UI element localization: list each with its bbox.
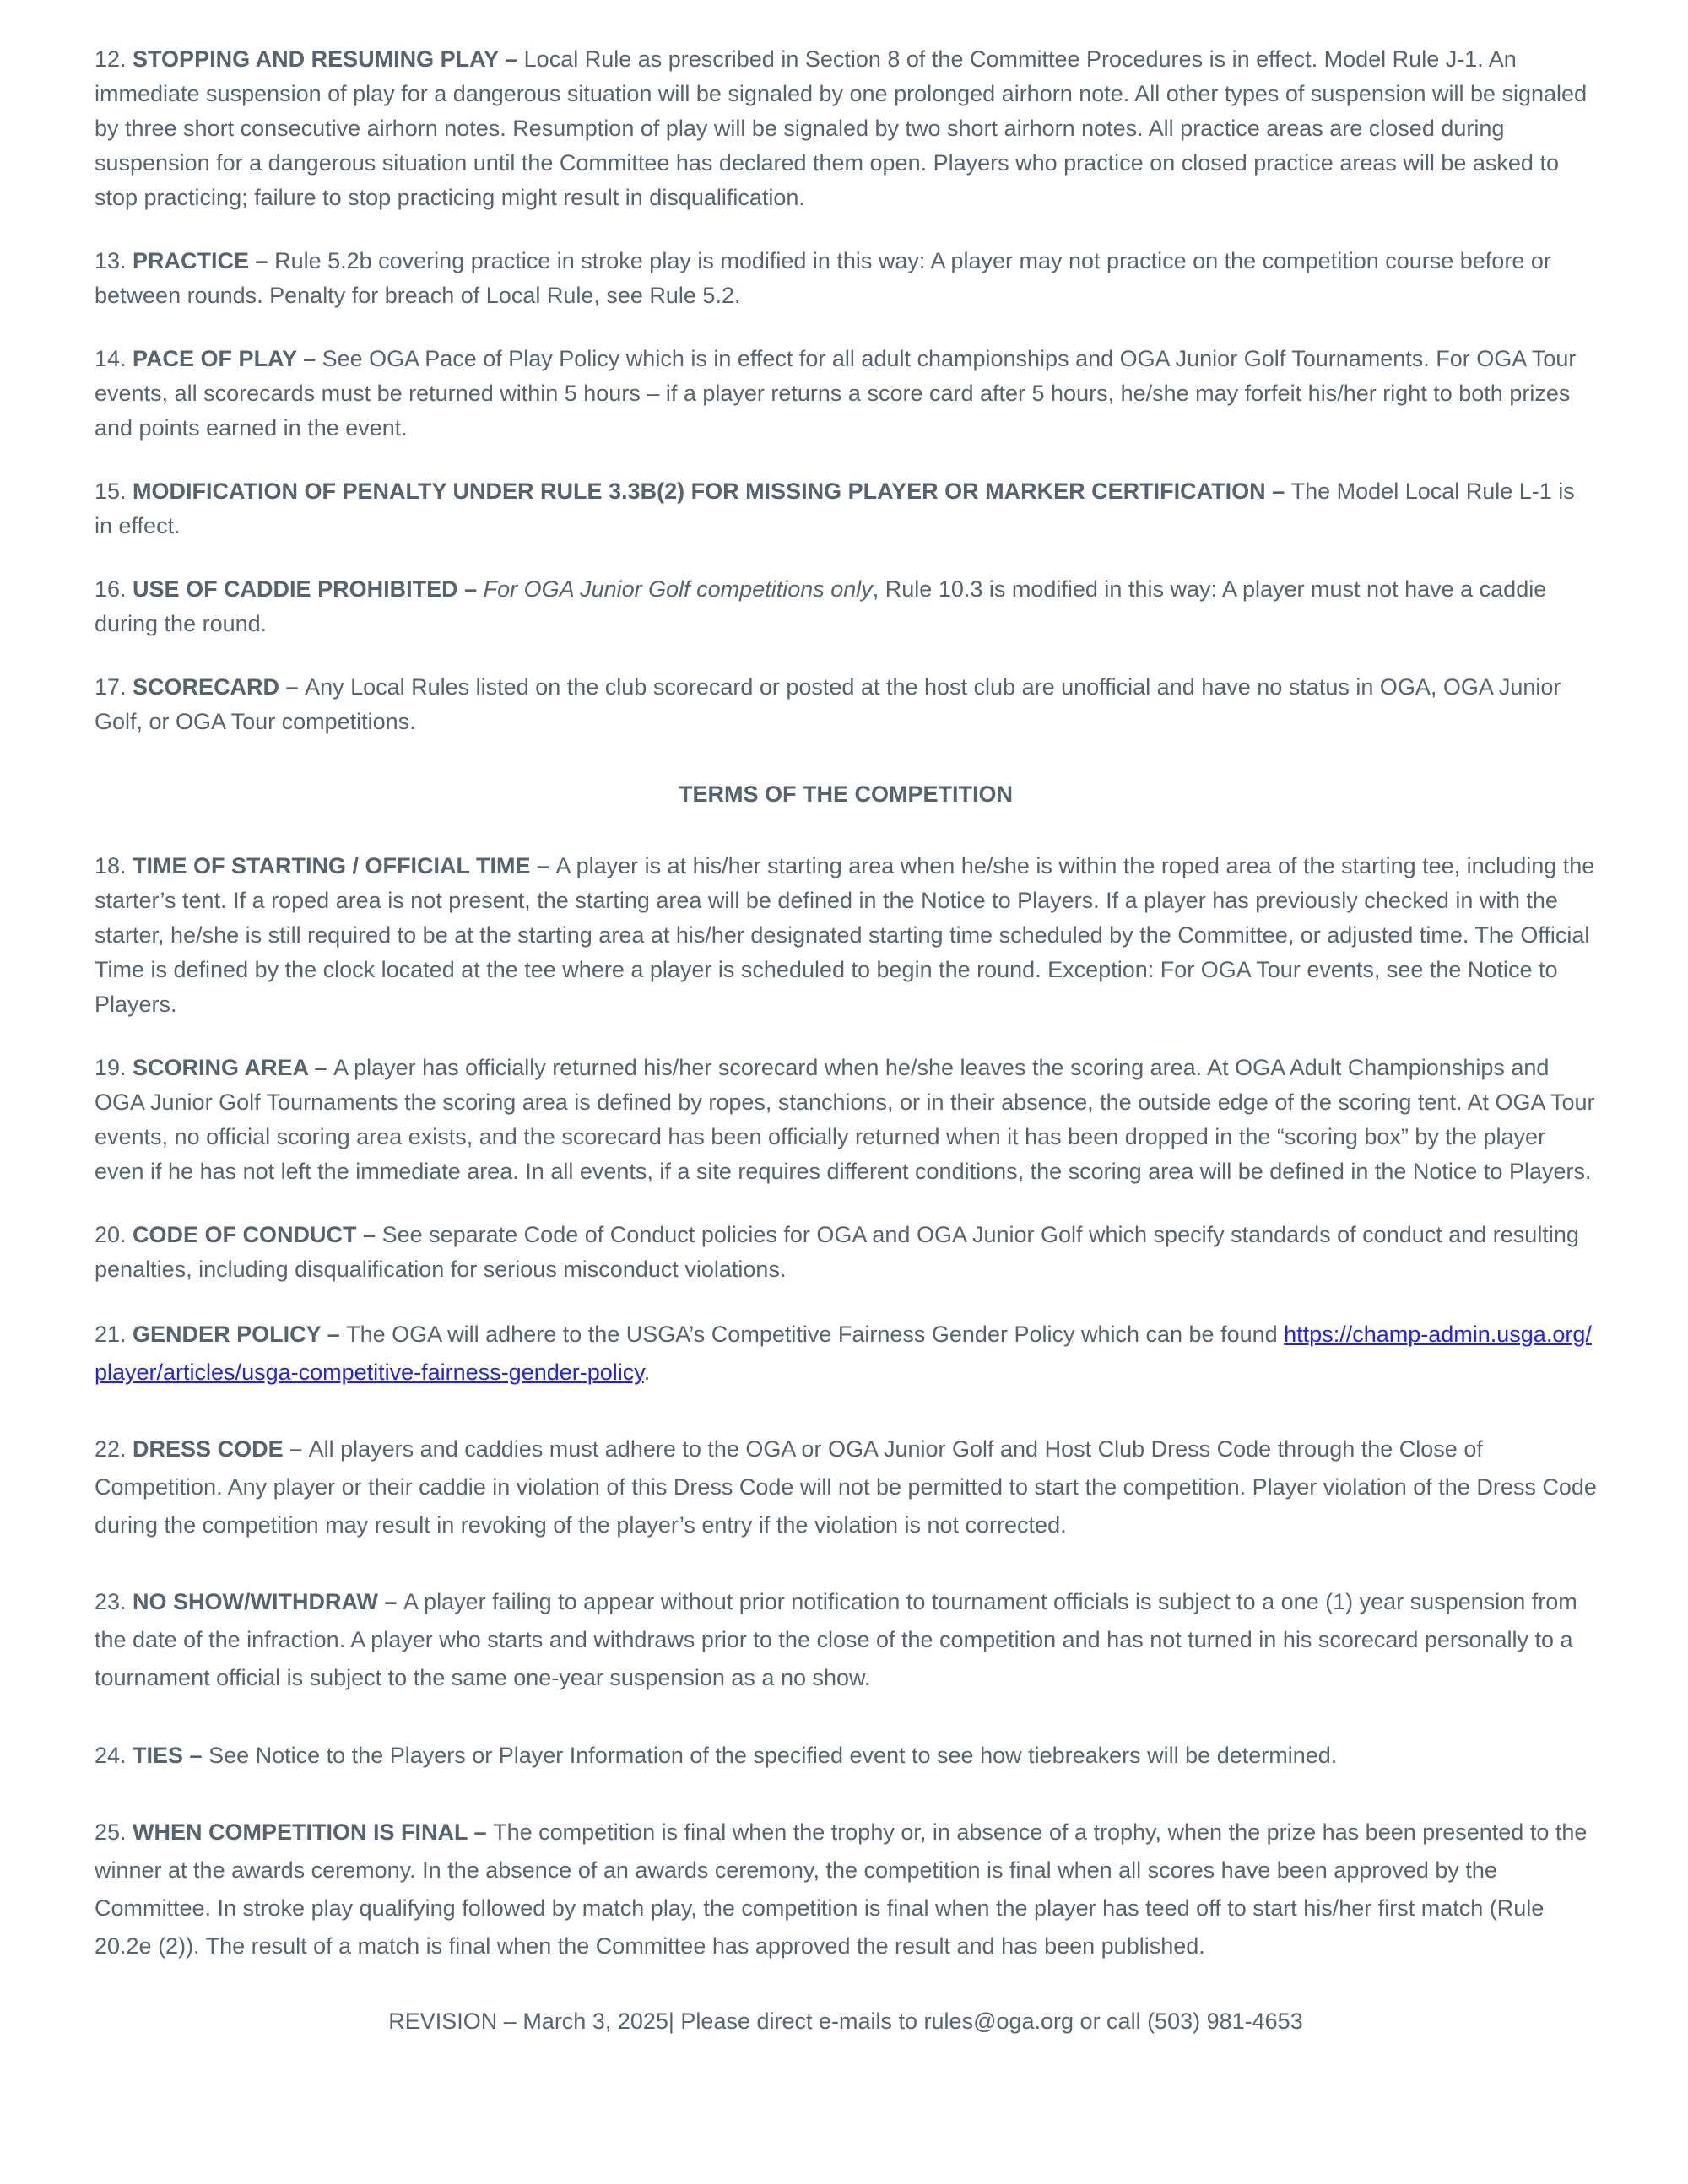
text-run: , Rule 10.3 is modified in this way: A player must not have a caddie during the round. (95, 576, 1547, 637)
rule-number: 23. (95, 1589, 133, 1615)
rule-number: 21. (95, 1321, 133, 1347)
rule-number: 17. (95, 674, 133, 700)
document-content (95, 42, 1597, 1965)
rule-number: 20. (95, 1221, 133, 1247)
rule-title: MODIFICATION OF PENALTY UNDER RULE 3.3B(2) FOR MISSING PLAYER OR MARKER CERTIFICATION – (133, 478, 1291, 505)
rule-title: TIES – (133, 1742, 209, 1768)
text-run: All players and caddies must adhere to the OGA or OGA Junior Golf and Host Club Dress Code through the Close of Competition. Any player or their caddie in violation of this Dress Code will not be permitted to start the competition. Player violation of the Dress Code during the competition may result in revoking of the player’s entry if the violation is not corrected. (95, 1436, 1597, 1538)
rule-number: 14. (95, 346, 133, 372)
text-run: Local Rule as prescribed in Section 8 of the Committee Procedures is in effect. Model Rule J-1. An immediate suspension of play for a dangerous situation will be signaled by one prolonged airhorn note. All other types of suspension will be signaled by three short consecutive airhorn notes. Resumption of play will be signaled by two short airhorn notes. All practice areas are closed during suspension for a dangerous situation until the Committee has declared them open. Players who practice on closed practice areas will be asked to stop practicing; failure to stop practicing might result in disqualification. (95, 46, 1588, 211)
rule-14-pace-of-play (95, 342, 1597, 446)
rule-title: GENDER POLICY – (133, 1321, 347, 1347)
rule-number: 25. (95, 1819, 133, 1845)
rule-title: SCORECARD – (133, 674, 306, 700)
revision-footer: REVISION – March 3, 2025| Please direct e-mails to rules@oga.org or call (503) 981-4653 (388, 2008, 1303, 2034)
rule-number: 16. (95, 576, 133, 603)
rule-15-modification-of-penalty (95, 474, 1597, 543)
text-run: See Notice to the Players or Player Information of the specified event to see how tiebreakers will be determined. (208, 1742, 1338, 1768)
rule-20-code-of-conduct (95, 1218, 1597, 1287)
text-run: A player is at his/her starting area when he/she is within the roped area of the starting tee, including the starter’s tent. If a roped area is not present, the starting area will be defined in the Notice to Players. If a player has previously checked in with the starter, he/she is still required to be at the starting area at his/her designated starting time scheduled by the Committee, or adjusted time. The Official Time is defined by the clock located at the tee where a player is scheduled to begin the round. Exception: For OGA Tour events, see the Notice to Players. (95, 852, 1595, 1017)
text-run: The Model Local Rule L-1 is in effect. (95, 478, 1575, 539)
rule-23-no-show-withdraw (95, 1583, 1597, 1697)
rule-number: 22. (95, 1436, 133, 1462)
text-run: A player has officially returned his/her scorecard when he/she leaves the scoring area. At OGA Adult Championships and OGA Junior Golf Tournaments the scoring area is defined by ropes, stanchions, or in their absence, the outside edge of the scoring tent. At OGA Tour events, no official scoring area exists, and the scorecard has been officially returned when it has been dropped in the “scoring box” by the player even if he has not left the immediate area. In all events, if a site requires different conditions, the scoring area will be defined in the Notice to Players. (95, 1054, 1595, 1184)
rule-title: STOPPING AND RESUMING PLAY – (133, 46, 524, 72)
text-run: The competition is final when the trophy or, in absence of a trophy, when the prize has been presented to the winner at the awards ceremony. In the absence of an awards ceremony, the competition is final when all scores have been approved by the Committee. In stroke play qualifying followed by match play, the competition is final when the player has teed off to start his/her first match (Rule 20.2e (2)). The result of a match is final when the Committee has approved the result and has been published. (95, 1819, 1588, 1959)
text-run: For OGA Junior Golf competitions only (483, 576, 873, 603)
section-heading-text: TERMS OF THE COMPETITION (679, 781, 1013, 807)
rule-title: PACE OF PLAY – (133, 346, 322, 372)
text-run: . (643, 1359, 651, 1385)
rule-number: 13. (95, 248, 133, 274)
rule-title: WHEN COMPETITION IS FINAL – (133, 1819, 494, 1845)
rule-number: 15. (95, 478, 133, 505)
terms-of-competition-heading (95, 777, 1597, 812)
rule-title: DRESS CODE – (133, 1436, 309, 1462)
rule-12-stopping-and-resuming-play (95, 42, 1597, 215)
gender-policy-link[interactable]: https://champ-admin.usga.org/player/articles/usga-competitive-fairness-gender-policy (95, 1321, 1592, 1385)
rule-title: SCORING AREA – (133, 1054, 334, 1080)
rule-title: USE OF CADDIE PROHIBITED – (133, 576, 484, 603)
text-run: The OGA will adhere to the USGA’s Competitive Fairness Gender Policy which can be found (346, 1321, 1285, 1347)
rule-13-practice (95, 244, 1597, 313)
rule-17-scorecard (95, 670, 1597, 739)
rule-number: 12. (95, 46, 133, 72)
rule-22-dress-code (95, 1430, 1597, 1544)
rule-title: PRACTICE – (133, 248, 275, 274)
text-run: A player failing to appear without prior notification to tournament officials is subject to a one (1) year suspension from the date of the infraction. A player who starts and withdraws prior to the close of the competition and has not turned in his scorecard personally to a tournament official is subject to the same one-year suspension as a no show. (95, 1589, 1577, 1691)
text-run: See OGA Pace of Play Policy which is in effect for all adult championships and OGA Junior Golf Tournaments. For OGA Tour events, all scorecards must be returned within 5 hours – if a player returns a score card after 5 hours, he/she may forfeit his/her right to both prizes and points earned in the event. (95, 346, 1577, 441)
rule-title: CODE OF CONDUCT – (133, 1221, 382, 1247)
rule-number: 18. (95, 852, 133, 878)
rule-25-when-competition-is-final (95, 1814, 1597, 1965)
rule-title: NO SHOW/WITHDRAW – (133, 1589, 404, 1615)
text-run: Any Local Rules listed on the club scorecard or posted at the host club are unofficial and have no status in OGA, OGA Junior Golf, or OGA Tour competitions. (95, 674, 1561, 735)
rule-18-time-of-starting (95, 849, 1597, 1022)
rule-number: 19. (95, 1054, 133, 1080)
rule-24-ties (95, 1737, 1597, 1775)
rule-16-use-of-caddie-prohibited (95, 572, 1597, 641)
rule-number: 24. (95, 1742, 133, 1768)
rule-19-scoring-area (95, 1051, 1597, 1189)
rule-title: TIME OF STARTING / OFFICIAL TIME – (133, 852, 556, 878)
text-run: Rule 5.2b covering practice in stroke play is modified in this way: A player may not practice on the competition course before or between rounds. Penalty for breach of Local Rule, see Rule 5.2. (95, 248, 1551, 309)
text-run: See separate Code of Conduct policies for OGA and OGA Junior Golf which specify standards of conduct and resulting penalties, including disqualification for serious misconduct violations. (95, 1221, 1579, 1282)
rule-21-gender-policy (95, 1316, 1597, 1392)
